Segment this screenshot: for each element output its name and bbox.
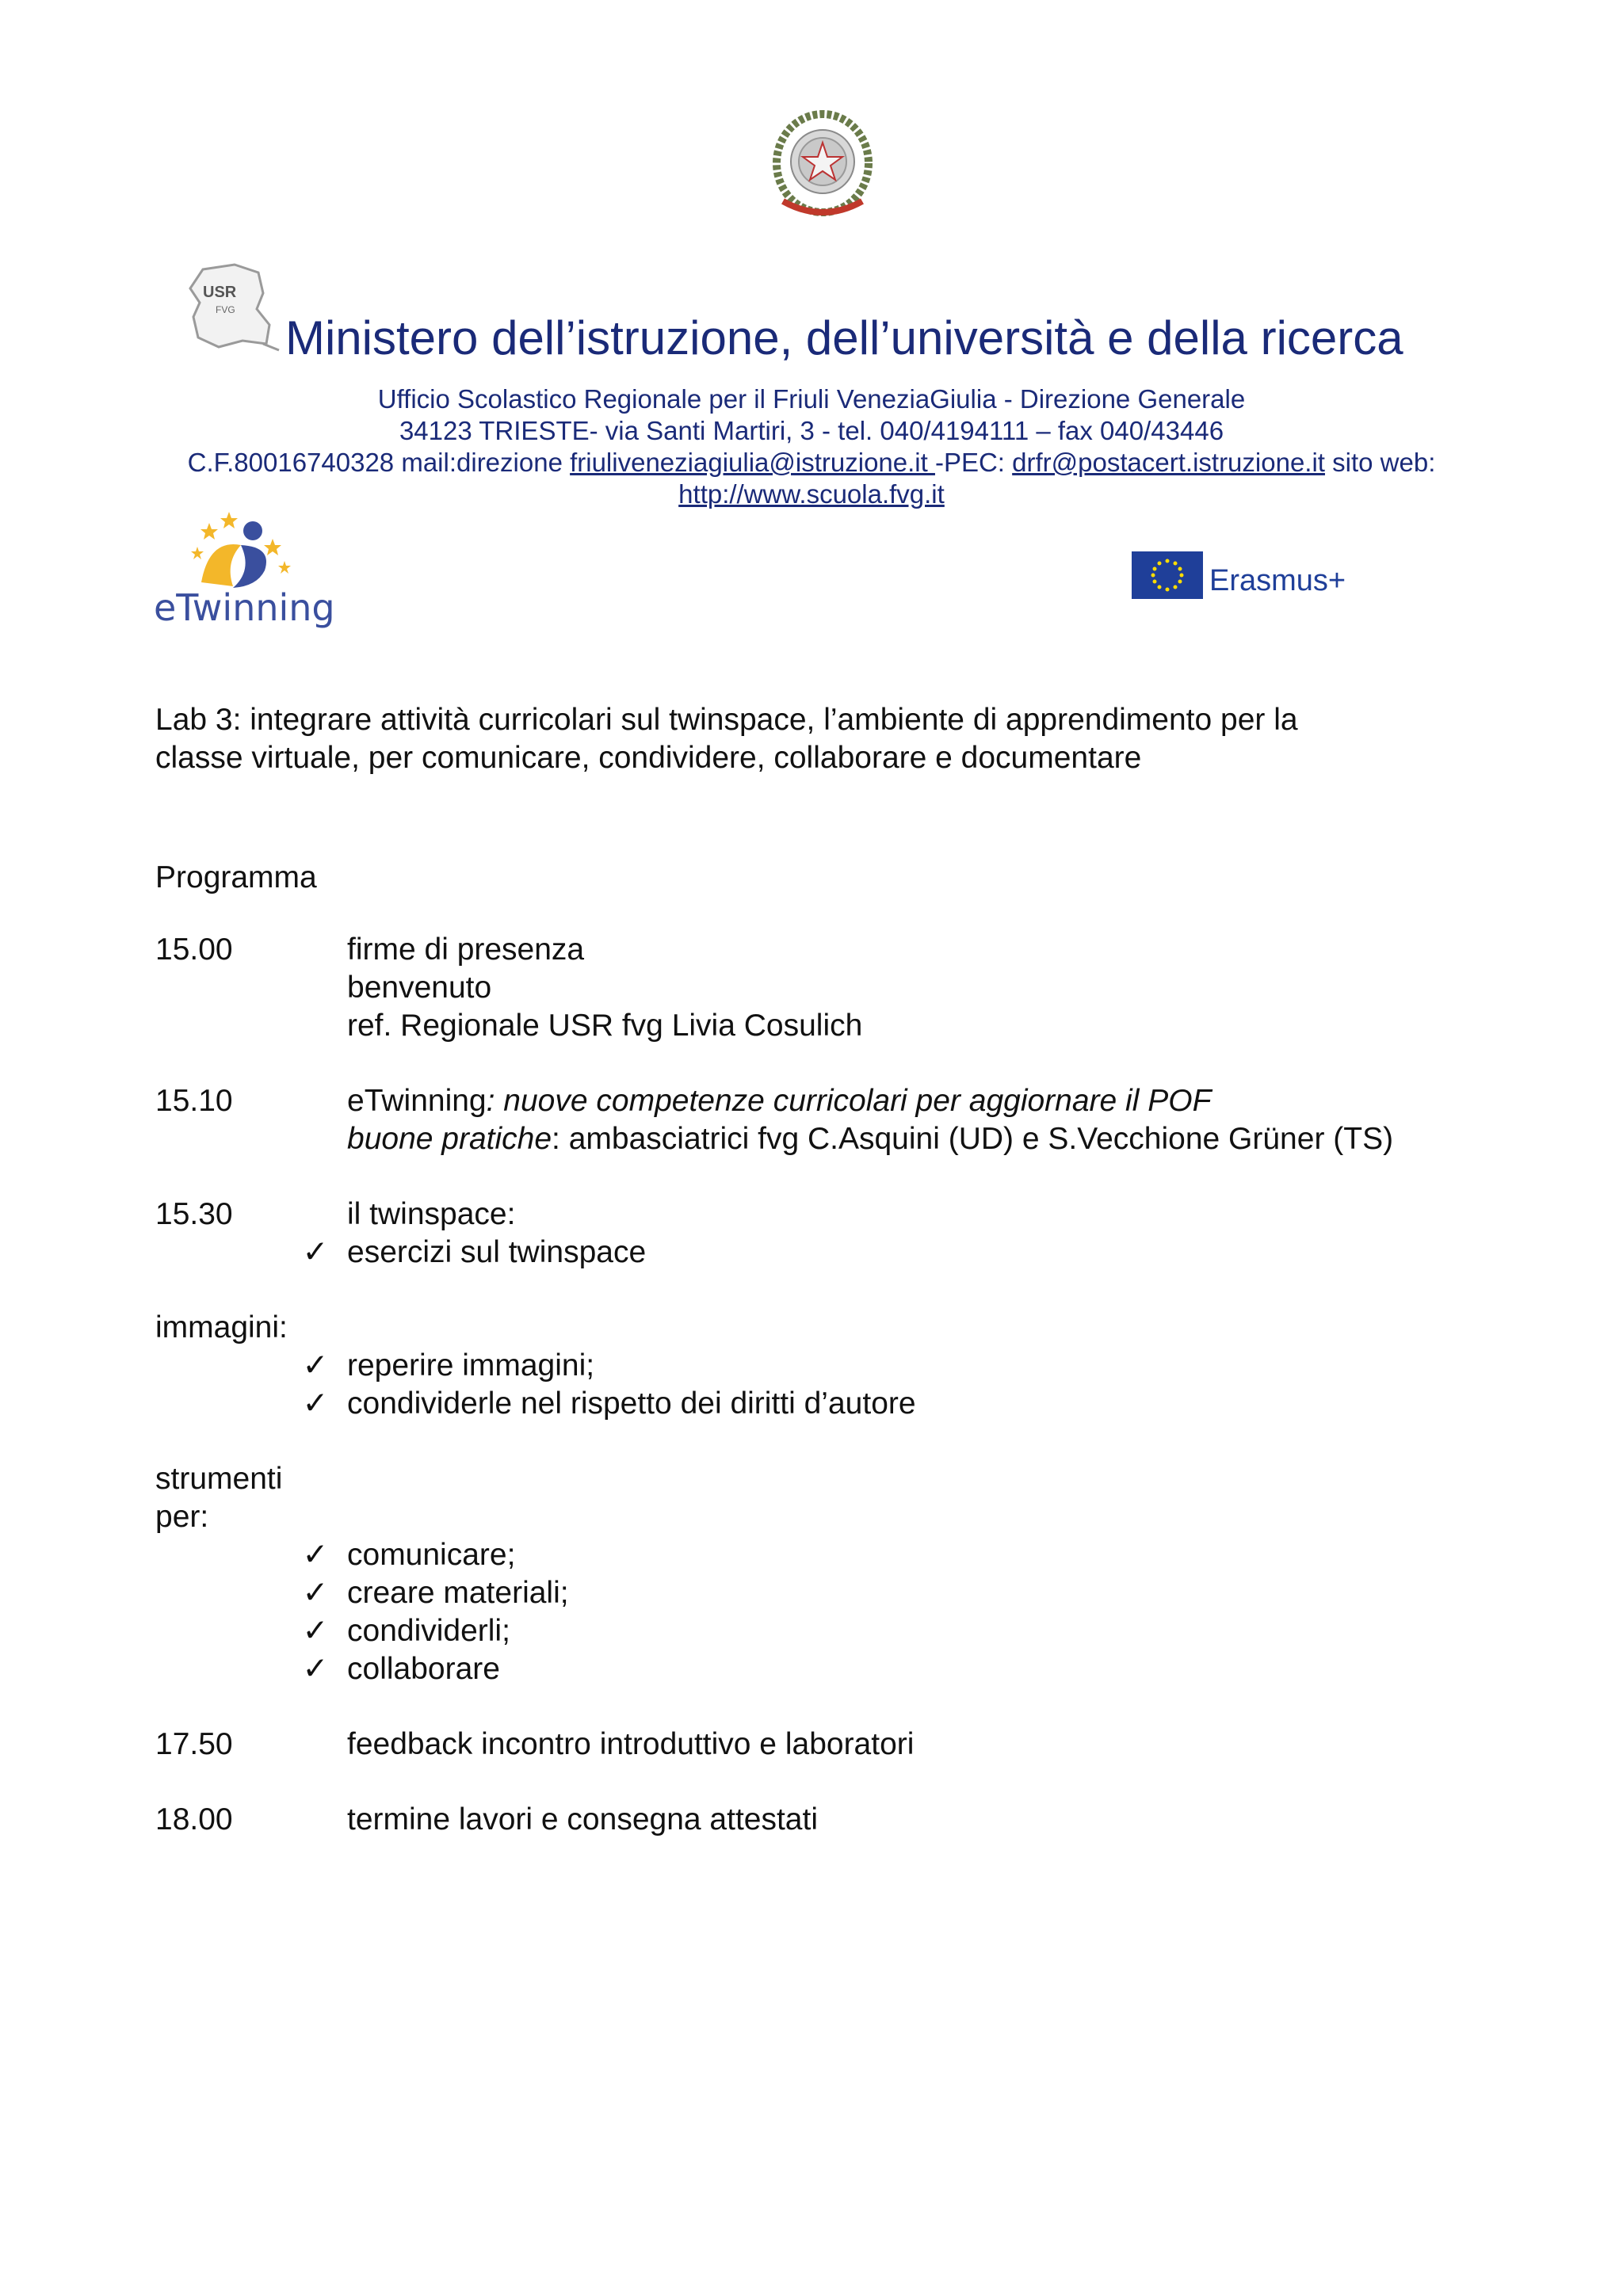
checkmark-icon: ✓ — [302, 1652, 329, 1686]
check-item: condividerli; — [347, 1614, 510, 1648]
checkmark-icon: ✓ — [302, 1538, 329, 1572]
mail-link[interactable]: friuliveneziagiulia@istruzione.it — [570, 448, 935, 477]
schedule-line: il twinspace: — [347, 1197, 516, 1231]
schedule-line: feedback incontro introduttivo e laboratori — [347, 1727, 915, 1761]
usr-logo-text: USR — [203, 284, 237, 301]
schedule-time: 15.30 — [155, 1197, 233, 1231]
etwinning-word: eTwinning — [347, 1084, 487, 1118]
italian-republic-emblem — [767, 105, 878, 222]
schedule-line: termine lavori e consegna attestati — [347, 1802, 818, 1836]
schedule-line — [347, 1120, 1393, 1158]
schedule-time: 15.00 — [155, 933, 233, 967]
contact-prefix: C.F.80016740328 mail:direzione — [187, 448, 571, 477]
buone-pratiche-label: buone pratiche — [347, 1122, 552, 1156]
schedule-line: firme di presenza — [347, 933, 585, 967]
check-item: condividerle nel rispetto dei diritti d’autore — [347, 1386, 916, 1421]
checkmark-icon: ✓ — [302, 1614, 329, 1648]
ambasciatrici-text: : ambasciatrici fvg C.Asquini (UD) e S.Vecchione Grüner (TS) — [552, 1122, 1394, 1156]
contact-line — [0, 447, 1623, 479]
checkmark-icon: ✓ — [302, 1348, 329, 1383]
strumenti-label-per: per: — [155, 1500, 209, 1534]
etwinning-logo — [154, 507, 336, 629]
checkmark-icon: ✓ — [302, 1576, 329, 1610]
schedule-time: 15.10 — [155, 1084, 233, 1118]
schedule-time: 18.00 — [155, 1802, 233, 1836]
etwinning-logo-text: eTwinning — [154, 586, 335, 629]
schedule-line: benvenuto — [347, 971, 492, 1005]
immagini-label: immagini: — [155, 1310, 288, 1344]
lab-title-line-2: classe virtuale, per comunicare, condividere, collaborare e documentare — [155, 741, 1142, 775]
strumenti-label: strumenti — [155, 1462, 283, 1496]
office-line: Ufficio Scolastico Regionale per il Friuli VeneziaGiulia - Direzione Generale — [377, 384, 1246, 414]
erasmus-plus-logo — [1132, 551, 1361, 607]
check-item: comunicare; — [347, 1538, 516, 1572]
web-link[interactable]: http://www.scuola.fvg.it — [678, 479, 945, 509]
schedule-line — [347, 1082, 1211, 1120]
usr-fvg-logo — [187, 261, 281, 357]
web-label: sito web: — [1324, 448, 1436, 477]
pec-link[interactable]: drfr@postacert.istruzione.it — [1012, 448, 1325, 477]
check-item: esercizi sul twinspace — [347, 1235, 647, 1269]
programma-heading: Programma — [155, 860, 317, 894]
pec-label: -PEC: — [934, 448, 1013, 477]
etwinning-subtitle: : nuove competenze curricolari per aggiornare il POF — [486, 1084, 1212, 1118]
lab-title-line-1: Lab 3: integrare attività curricolari sul twinspace, l’ambiente di apprendimento per la — [155, 703, 1298, 737]
check-item: collaborare — [347, 1652, 500, 1686]
schedule-line: ref. Regionale USR fvg Livia Cosulich — [347, 1009, 863, 1043]
check-item: reperire immagini; — [347, 1348, 595, 1383]
erasmus-logo-text: Erasmus+ — [1209, 564, 1346, 597]
web-line — [0, 479, 1623, 510]
checkmark-icon: ✓ — [302, 1386, 329, 1421]
checkmark-icon: ✓ — [302, 1235, 329, 1269]
check-item: creare materiali; — [347, 1576, 569, 1610]
ministry-title: Ministero dell’istruzione, dell’università e della ricerca — [285, 311, 1403, 364]
address-line: 34123 TRIESTE- via Santi Martiri, 3 - tel. 040/4194111 – fax 040/43446 — [399, 416, 1224, 445]
fvg-logo-text: FVG — [216, 304, 235, 315]
schedule-time: 17.50 — [155, 1727, 233, 1761]
